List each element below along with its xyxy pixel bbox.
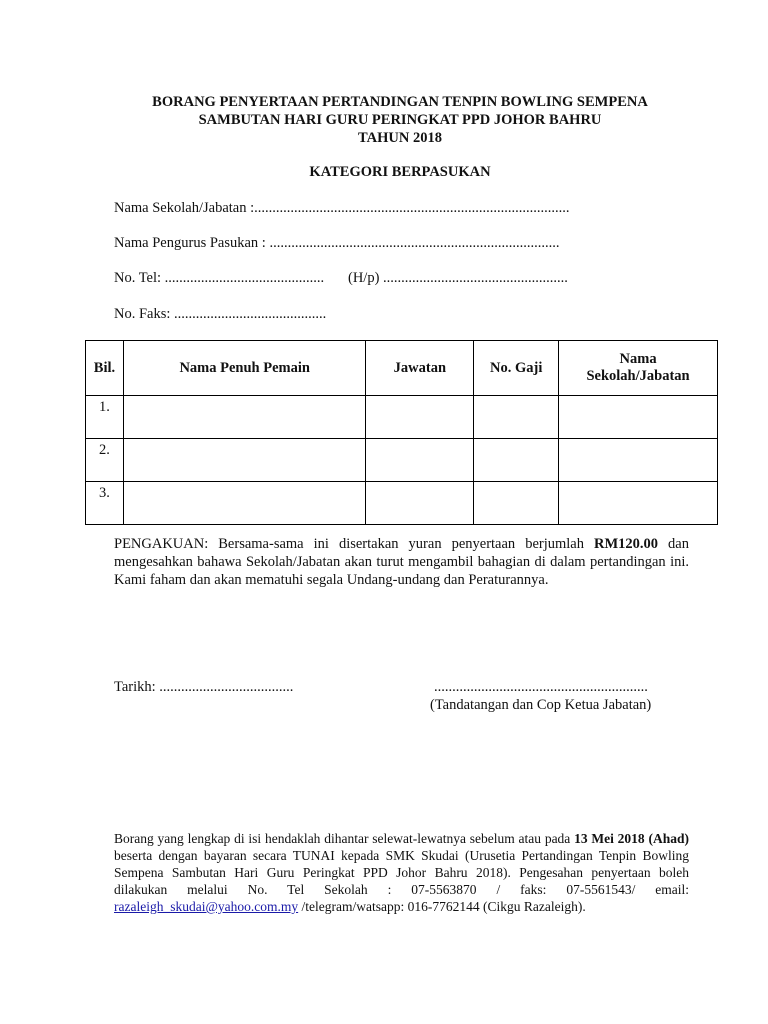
manager-field[interactable]: Nama Pengurus Pasukan : ................................................................................: [114, 235, 560, 251]
name-cell[interactable]: [123, 482, 365, 525]
col-header-full-name: Nama Penuh Pemain: [123, 341, 365, 396]
fax-field[interactable]: No. Faks: ..........................................: [114, 306, 327, 322]
col-header-salary-no: No. Gaji: [474, 341, 559, 396]
declaration-text-2: dan mengesahkan bahawa Sekolah/Jabatan akan turut mengambil bahagian di dalam pertandingan ini. Kami faham dan akan mematuhi segala Undang-undang dan Peraturannya.: [114, 536, 689, 588]
school-cell[interactable]: [559, 439, 718, 482]
col-header-school-line-2: Sekolah/Jabatan: [586, 368, 690, 384]
col-header-school: [559, 341, 718, 396]
declaration-paragraph: [114, 535, 689, 589]
name-cell[interactable]: [123, 439, 365, 482]
salary-no-cell[interactable]: [474, 396, 559, 439]
players-table: [85, 340, 718, 525]
table-row: [86, 439, 718, 482]
table-row: [86, 482, 718, 525]
col-header-position: Jawatan: [366, 341, 474, 396]
note-text-3: /telegram/watsapp: 016-7762144 (Cikgu Razaleigh).: [298, 899, 586, 914]
salary-no-cell[interactable]: [474, 482, 559, 525]
signature-line[interactable]: ...........................................................: [434, 679, 648, 695]
note-text-1: Borang yang lengkap di isi hendaklah dihantar selewat-lewatnya sebelum atau pada: [114, 831, 575, 846]
name-cell[interactable]: [123, 396, 365, 439]
email-link[interactable]: razaleigh_skudai@yahoo.com.my: [114, 899, 299, 914]
row-number: 1.: [86, 396, 124, 439]
row-number: 3.: [86, 482, 124, 525]
school-field[interactable]: Nama Sekolah/Jabatan :.......................................................................................: [114, 200, 570, 216]
form-title-line-2: SAMBUTAN HARI GURU PERINGKAT PPD JOHOR BAHRU: [198, 112, 602, 128]
fee-amount: RM120.00: [594, 536, 659, 552]
col-header-school-line-1: Nama: [619, 351, 657, 367]
deadline-day: (Ahad): [648, 831, 689, 846]
category-heading: KATEGORI BERPASUKAN: [309, 164, 491, 180]
col-header-bil: Bil.: [86, 341, 124, 396]
row-number: 2.: [86, 439, 124, 482]
form-title-line-3: TAHUN 2018: [358, 130, 442, 146]
school-cell[interactable]: [559, 482, 718, 525]
table-header-row: [86, 341, 718, 396]
position-cell[interactable]: [366, 439, 474, 482]
position-cell[interactable]: [366, 482, 474, 525]
submission-note: [114, 830, 689, 915]
salary-no-cell[interactable]: [474, 439, 559, 482]
position-cell[interactable]: [366, 396, 474, 439]
phone-field[interactable]: No. Tel: ............................................: [114, 270, 325, 286]
declaration-text-1: PENGAKUAN: Bersama-sama ini disertakan yuran penyertaan berjumlah: [114, 536, 594, 552]
school-cell[interactable]: [559, 396, 718, 439]
deadline-date: 13 Mei 2018: [574, 831, 645, 846]
mobile-field[interactable]: (H/p) ...................................................: [348, 270, 568, 286]
note-text-2: beserta dengan bayaran secara TUNAI kepada SMK Skudai (Urusetia Pertandingan Tenpin Bowling Sempena Sambutan Hari Guru Peringkat PPD Johor Bahru 2018). Pengesahan penyertaan boleh dilakukan melalui No. Tel Sekolah : 07-5563870 / faks: 07-5561543/ email:: [114, 848, 689, 897]
signature-caption: (Tandatangan dan Cop Ketua Jabatan): [430, 697, 652, 713]
table-row: [86, 396, 718, 439]
date-field[interactable]: Tarikh: .....................................: [114, 679, 294, 695]
form-title-line-1: BORANG PENYERTAAN PERTANDINGAN TENPIN BOWLING SEMPENA: [152, 94, 648, 110]
